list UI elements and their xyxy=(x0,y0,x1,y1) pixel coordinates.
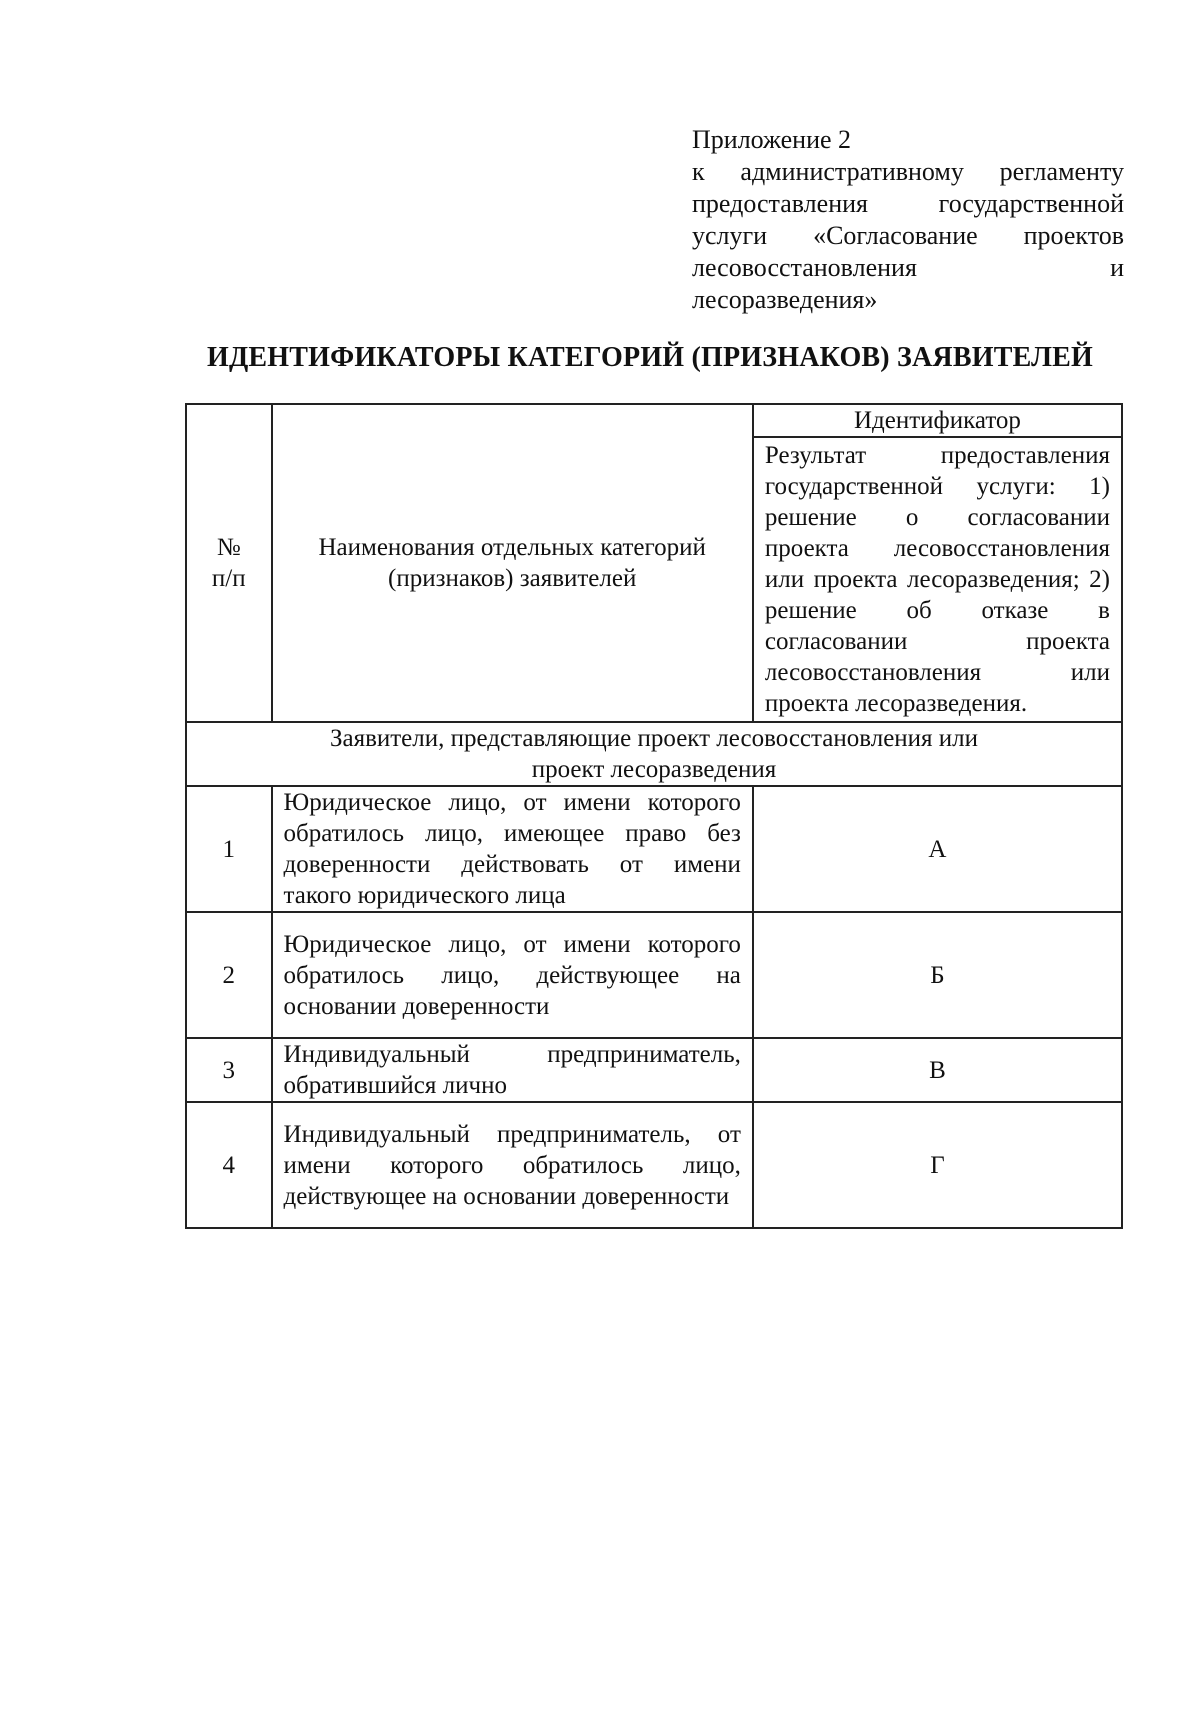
row-identifier: А xyxy=(753,786,1122,912)
row-number: 2 xyxy=(186,912,272,1038)
header-number: № п/п xyxy=(211,534,246,592)
group-row xyxy=(186,722,1122,786)
row-identifier: В xyxy=(753,1038,1122,1102)
identifiers-table xyxy=(185,403,1123,1229)
annex-title: Приложение 2 xyxy=(692,125,852,154)
header-identifier: Идентификатор xyxy=(853,407,1021,434)
row-name: Юридическое лицо, от имени которого обратилось лицо, действующее на основании доверенности xyxy=(272,912,753,1038)
group-title: Заявители, представляющие проект лесовосстановления или проект лесоразведения xyxy=(329,725,979,783)
annex-block xyxy=(692,124,1124,316)
table-row xyxy=(186,1038,1122,1102)
header-identifier-description: Результат предоставления государственной услуги: 1) решение о согласовании проекта лесовосстановления или проекта лесоразведения; 2) решение об отказе в согласовании проекта лесовосстановления или проекта лесоразведения. xyxy=(764,442,1110,717)
table-row xyxy=(186,912,1122,1038)
header-name-cell xyxy=(272,404,753,722)
row-name: Юридическое лицо, от имени которого обратилось лицо, имеющее право без доверенности действовать от имени такого юридического лица xyxy=(272,786,753,912)
annex-text: к административному регламенту предоставления государственной услуги «Согласование проектов лесовосстановления и лесоразведения» xyxy=(692,157,1124,314)
row-name: Индивидуальный предприниматель, от имени которого обратилось лицо, действующее на основании доверенности xyxy=(272,1102,753,1228)
row-number: 1 xyxy=(186,786,272,912)
header-number-cell xyxy=(186,404,272,722)
row-identifier: Б xyxy=(753,912,1122,1038)
row-name: Индивидуальный предприниматель, обратившийся лично xyxy=(272,1038,753,1102)
header-identifier-description-cell xyxy=(753,437,1122,722)
header-identifier-cell xyxy=(753,404,1122,437)
table-row xyxy=(186,1102,1122,1228)
table-header-row xyxy=(186,404,1122,437)
group-title-cell xyxy=(186,722,1122,786)
row-number: 3 xyxy=(186,1038,272,1102)
row-identifier: Г xyxy=(753,1102,1122,1228)
table-row xyxy=(186,786,1122,912)
document-title: ИДЕНТИФИКАТОРЫ КАТЕГОРИЙ (ПРИЗНАКОВ) ЗАЯВИТЕЛЕЙ xyxy=(206,342,1094,373)
row-number: 4 xyxy=(186,1102,272,1228)
header-name: Наименования отдельных категорий (признаков) заявителей xyxy=(318,534,706,592)
